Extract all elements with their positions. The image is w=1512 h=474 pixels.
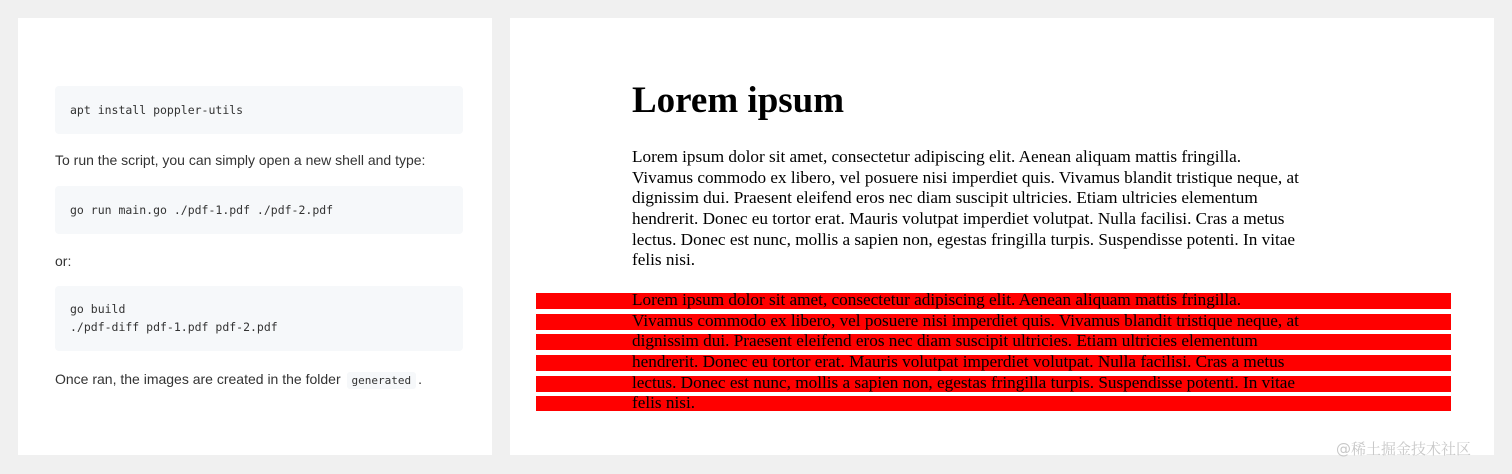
paragraph-line: felis nisi.: [632, 393, 696, 413]
output-text-before: Once ran, the images are created in the folder: [55, 371, 341, 387]
code-line: ./pdf-diff pdf-1.pdf pdf-2.pdf: [70, 320, 278, 334]
code-line: go run main.go ./pdf-1.pdf ./pdf-2.pdf: [70, 203, 334, 217]
paragraph-line: dignissim dui. Praesent eleifend eros nec diam suscipit ultricies. Etiam ultricies elementum: [632, 188, 1258, 208]
document-title: Lorem ipsum: [632, 80, 845, 121]
pdf-diff-preview: [510, 18, 1494, 455]
paragraph-line: Vivamus commodo ex libero, vel posuere nisi imperdiet quis. Vivamus blandit tristique neque, at: [632, 167, 1299, 187]
paragraph-line: Lorem ipsum dolor sit amet, consectetur adipiscing elit. Aenean aliquam mattis fringilla.: [632, 290, 1242, 309]
paragraph-line: felis nisi.: [632, 250, 696, 270]
build-code-block: [55, 286, 463, 351]
paragraph-line: Vivamus commodo ex libero, vel posuere nisi imperdiet quis. Vivamus blandit tristique neque, at: [632, 310, 1299, 330]
code-line: go build: [70, 302, 126, 316]
code-line: apt install poppler-utils: [70, 103, 244, 117]
watermark: @稀土掘金技术社区: [1336, 440, 1472, 458]
paragraph-line: lectus. Donec est nunc, mollis a sapien non, egestas fringilla turpis. Suspendisse potenti. In vitae: [632, 229, 1296, 249]
paragraph-line: lectus. Donec est nunc, mollis a sapien non, egestas fringilla turpis. Suspendisse potenti. In vitae: [632, 372, 1296, 392]
paragraph-line: hendrerit. Donec eu tortor erat. Mauris volutpat imperdiet volutpat. Nulla facilisi. Cras a metus: [632, 209, 1285, 229]
or-text: or:: [55, 253, 72, 269]
paragraph-line: dignissim dui. Praesent eleifend eros nec diam suscipit ultricies. Etiam ultricies elementum: [632, 331, 1258, 351]
document-paragraph-diff: [632, 290, 1372, 414]
run-instructions-text: To run the script, you can simply open a new shell and type:: [55, 152, 426, 168]
document-paragraph: [632, 147, 1372, 271]
install-code-block: [55, 86, 463, 134]
output-text-after: .: [418, 371, 422, 387]
generated-folder-code: generated: [347, 372, 417, 389]
paragraph-line: Lorem ipsum dolor sit amet, consectetur adipiscing elit. Aenean aliquam mattis fringilla.: [632, 147, 1242, 166]
run-code-block: [55, 186, 463, 234]
output-folder-text: [55, 371, 422, 387]
paragraph-line: hendrerit. Donec eu tortor erat. Mauris volutpat imperdiet volutpat. Nulla facilisi. Cras a metus: [632, 352, 1285, 372]
readme-panel: [18, 18, 492, 455]
